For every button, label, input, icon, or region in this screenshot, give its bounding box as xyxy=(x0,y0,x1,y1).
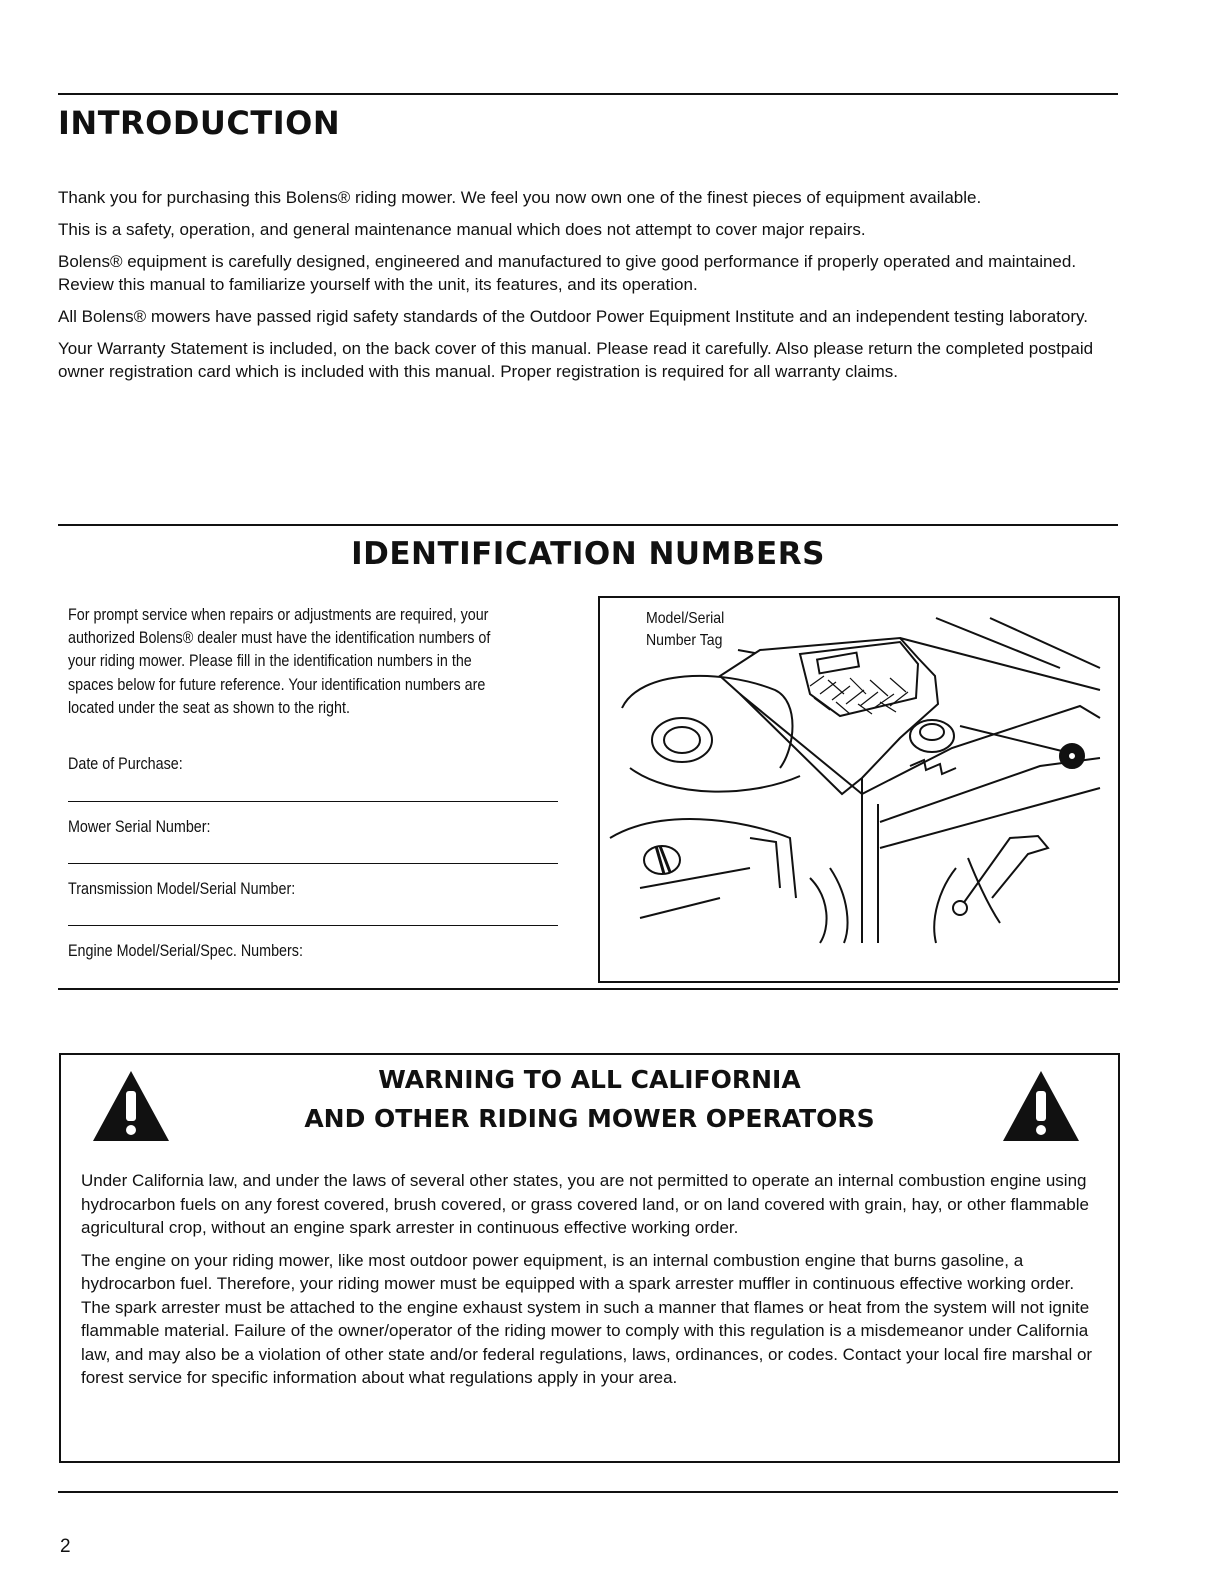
introduction-body xyxy=(58,186,1123,392)
footer-rule xyxy=(58,1491,1118,1493)
section-rule xyxy=(58,988,1118,990)
intro-paragraph: Bolens® equipment is carefully designed, engineered and manufactured to give good performance if properly operated and maintained. Review this manual to familiarize yourself with the unit, its features, and its operation. xyxy=(58,252,1077,294)
mower-serial-label: Mower Serial Number: xyxy=(68,818,211,836)
top-rule xyxy=(58,93,1118,95)
mower-serial-line[interactable] xyxy=(68,863,558,864)
intro-paragraph: All Bolens® mowers have passed rigid safety standards of the Outdoor Power Equipment Institute and an independent testing laboratory. xyxy=(58,307,1088,326)
engine-label: Engine Model/Serial/Spec. Numbers: xyxy=(68,942,303,960)
intro-paragraph: This is a safety, operation, and general maintenance manual which does not attempt to cover major repairs. xyxy=(58,220,866,239)
serial-tag-figure xyxy=(598,596,1120,983)
warning-paragraph: The engine on your riding mower, like most outdoor power equipment, is an internal combustion engine that burns gasoline, a hydrocarbon fuel. Therefore, your riding mower must be equipped with a spark arrester muffler in continuous effective working order. The spark arrester must be attached to the engine exhaust system in such a manner that flames or heat from the system will not ignite flammable material. Failure of the owner/operator of the riding mower to comply with this regulation is a misdemeanor under California law, and may also be a violation of other state and/or federal regulations, laws, ordinances, or codes. Contact your local fire marshal or forest service for specific information about what regulations apply in your area. xyxy=(81,1250,1093,1387)
warning-title-line1: WARNING TO ALL CALIFORNIA xyxy=(378,1065,801,1094)
page-number: 2 xyxy=(60,1536,71,1557)
california-warning-box xyxy=(59,1053,1120,1463)
intro-paragraph: Your Warranty Statement is included, on the back cover of this manual. Please read it carefully. Also please return the completed postpaid owner registration card which is included with this manual. Proper registration is required for all warranty claims. xyxy=(58,339,1094,381)
transmission-line[interactable] xyxy=(68,925,558,926)
warning-paragraph: Under California law, and under the laws of several other states, you are not permitted to operate an internal combustion engine using hydrocarbon fuels on any forest covered, brush covered, or grass covered land, or on land covered with grain, hay, or other flammable agricultural crop, without an engine spark arrester in continuous effective working order. xyxy=(81,1171,1089,1237)
figure-label: Model/Serial Number Tag xyxy=(646,610,725,649)
transmission-label: Transmission Model/Serial Number: xyxy=(68,880,296,898)
mower-seat-illustration xyxy=(600,598,1118,981)
warning-body xyxy=(81,1169,1106,1399)
identification-title: IDENTIFICATION NUMBERS xyxy=(351,536,825,572)
section-rule xyxy=(58,524,1118,526)
introduction-title: INTRODUCTION xyxy=(58,104,341,142)
identification-description: For prompt service when repairs or adjustments are required, your authorized Bolens® dealer must have the identification numbers of your riding mower. Please fill in the identification numbers in the spaces below for future reference. Your identification numbers are located under the seat as shown to the right. xyxy=(68,606,491,717)
intro-paragraph: Thank you for purchasing this Bolens® riding mower. We feel you now own one of the finest pieces of equipment available. xyxy=(58,188,982,207)
date-of-purchase-line[interactable] xyxy=(68,801,558,802)
date-of-purchase-label: Date of Purchase: xyxy=(68,755,183,773)
warning-title-line2: AND OTHER RIDING MOWER OPERATORS xyxy=(304,1104,875,1133)
